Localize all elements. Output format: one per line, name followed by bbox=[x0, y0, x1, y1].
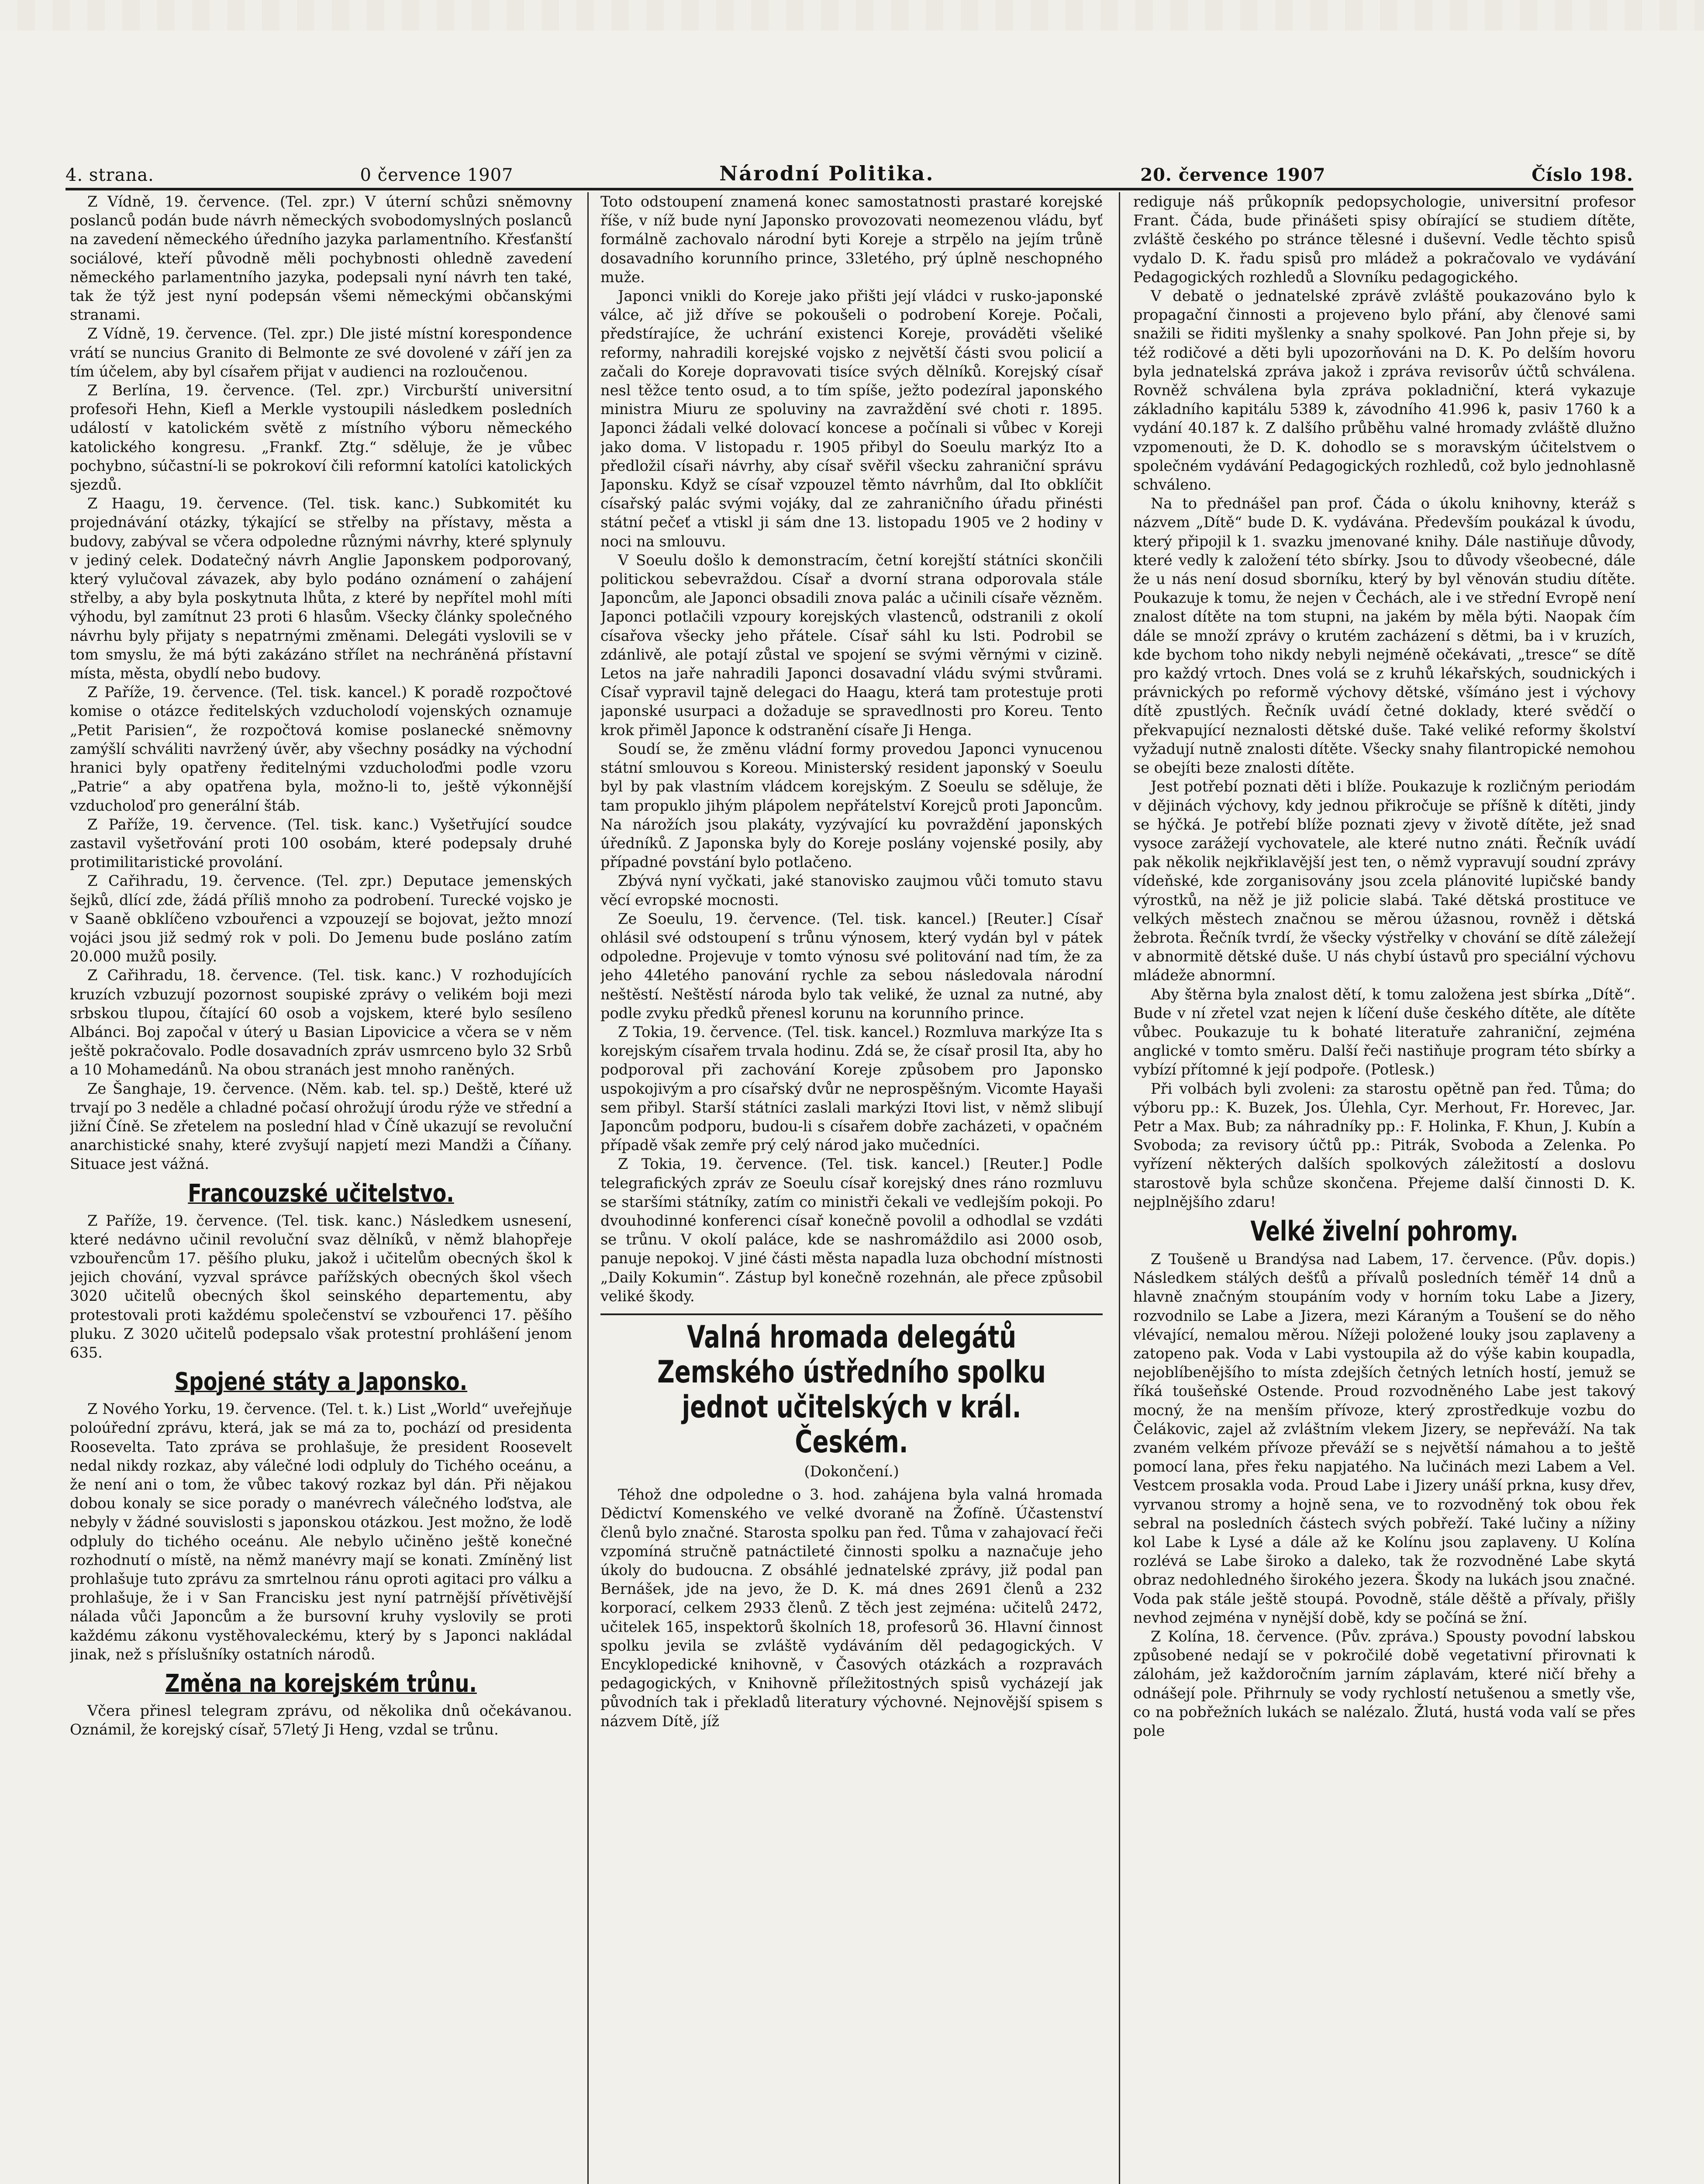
section-title: Spojené státy a Japonsko. bbox=[174, 1368, 468, 1396]
article-paragraph: Z Haagu, 19. července. (Tel. tisk. kanc.) Subkomitét ku projednávání otázky, týkající se střelby na přístavy, města a budovy, zabýval se včera odpoledne různými návrhy, které splynuly v jediný celek. Dodatečný návrh Anglie Japonskem podporovaný, který vylučoval závazek, aby bylo podáno oznámení o zahájení střelby, a aby byla poskytnuta lhůta, z které by nepřítel mohl míti výhodu, byl zamítnut 23 proti 6 hlasům. Všecky články společného návrhu byly přijaty s nepatrnými změnami. Delegáti vyslovili se v tom smyslu, že má býti zakázáno střílet na nechráněná přístavní místa, města, obydlí nebo budovy. bbox=[70, 495, 572, 682]
article-paragraph: Z Berlína, 19. července. (Tel. zpr.) Vircburští universitní profesoři Hehn, Kiefl a Merkle vystoupili následkem posledních událostí v katolickém světě z místního výboru německého katolického kongresu. „Frankf. Ztg.“ sděluje, že je vůbec pochybno, súčastní-li se pokrokoví čili reformní katolíci katolických sjezdů. bbox=[70, 382, 572, 494]
column-rule-2 bbox=[1119, 192, 1120, 2184]
article-paragraph: Zbývá nyní vyčkati, jaké stanovisko zaujmou vůči tomuto stavu věcí evropské mocnosti. bbox=[600, 872, 1103, 909]
article-paragraph: Soudí se, že změnu vládní formy provedou Japonci vynucenou státní smlouvou s Koreou. Ministerský resident japonský v Soeulu byl by pak vlastním vládcem korejským. Z Soeulu se sděluje, že tam propuklo jihým plápolem nepřátelství Korejců proti Japoncům. Na nárožích jsou plakáty, vyzývající ku povraždění japonských úředníků. Z Japonska byly do Koreje poslány vojenské posily, aby případné povstání bylo potlačeno. bbox=[600, 740, 1103, 871]
article-paragraph: Ze Šanghaje, 19. července. (Něm. kab. tel. sp.) Deště, které už trvají po 3 neděle a chladné počasí ohrožují úrodu rýže ve střední a jižní Číně. Se zřetelem na poslední hlad v Číně ukazují se revoluční anarchistické snahy, které zvyšují napjetí mezi Mandži a Číňany. Situace jest vážná. bbox=[70, 1080, 572, 1173]
article-paragraph: Z Kolína, 18. července. (Pův. zpráva.) Spousty povodní labskou způsobené nedají se v pokročilé době vegetativní přirovnati k zálohám, jež každoročním jarním záplavám, které ničí břehy a odnášejí pole. Přihrnuly se vody rychlostí netušenou a smetly vše, co na pobřežních lukách se nalézalo. Žlutá, hustá voda valí se přes pole bbox=[1133, 1628, 1635, 1740]
article-paragraph: Na to přednášel pan prof. Čáda o úkolu knihovny, kteráž s názvem „Dítě“ bude D. K. vydávána. Především poukázal k úvodu, který připojil k 1. svazku jmenované knihy. Dále nastiňuje důvody, které vedly k založení této sbírky. Jsou to důvody všeobecné, dále že u nás není dosud sborníku, který by byl věnován studiu dítěte. Poukazuje k tomu, že nejen v Čechách, ale i ve střední Evropě není znalost dítěte na tom stupni, na jakém by měla býti. Naopak čím dále se množí zprávy o krutém zacházení s dětmi, ba i v kruzích, kde bychom toho nikdy nebyli nejméně očekávati, „tresce“ se dítě pro každý vrtoch. Dnes volá se z kruhů lékařských, soudnických i právnických po reformě výchovy dětské, všímáno jest i výchovy dítě zpustlých. Řečník uvádí četné doklady, které svědčí o překvapující neznalosti dětské duše. Také veliké reformy školství vyžadují nutně znalosti dítěte. Všecky snahy filantropické nemohou se obejíti beze znalosti dítěte. bbox=[1133, 495, 1635, 777]
column-3 bbox=[1133, 192, 1635, 2184]
column-2 bbox=[600, 192, 1103, 2184]
article-paragraph: Z Toušeně u Brandýsa nad Labem, 17. července. (Pův. dopis.) Následkem stálých dešťů a přívalů posledních téměř 14 dnů a hlavně značným stoupáním vody v horním toku Labe a Jizery, rozvodnilo se Labe a Jizera, mezi Káraným a Toušení se do něho vlévající, nemalou měrou. Nížeji položené louky jsou zaplaveny a zatopeno pak. Voda v Labi vystoupila až do výše kabin koupadla, nejoblíbenějšího to místa zdejších četných letních hostí, jemuž se říká toušeňské Ostende. Proud rozvodněného Labe jest takový mocný, že na menším přívoze, který zprostředkuje vozbu do Čelákovic, zajel až zvláštním vlekem Jizery, se nepřeváží. Na tak zvaném velkém přívoze převáží se s největší námahou a to ještě pomocí lana, přes řeku napjatého. Na lučinách mezi Labem a Vel. Vestcem prosakla voda. Proud Labe i Jizery unáší prkna, kusy dřev, vyrvanou stromy a hojně sena, ve to rozvodněný tok obou řek sebral na posledních částech svých pobřeží. Také lučiny a nížiny kol Labe k Lysé a dále až ke Kolínu jsou zaplaveny. U Kolína rozlévá se Labe široko a daleko, tak že rozvodněné Labe skytá obraz nedohledného širokého jezera. Škody na lukách jsou značné. Voda pak stále ještě stoupá. Povodně, stále děště a přívaly, přišly nevhod zejména v nynější době, kdy se počíná se žní. bbox=[1133, 1250, 1635, 1626]
column-rule-1 bbox=[587, 192, 589, 2184]
article-paragraph: Z Vídně, 19. července. (Tel. zpr.) Dle jisté místní korespondence vrátí se nuncius Granito di Belmonte ze své dovolené v září jen za tím účelem, aby byl císařem přijat v audienci na rozloučenou. bbox=[70, 325, 572, 380]
issue-number: Číslo 198. bbox=[1532, 165, 1633, 185]
article-paragraph: Z Cařihradu, 19. července. (Tel. zpr.) Deputace jemenských šejků, dlící zde, žádá příliš mnoho za podrobení. Turecké vojsko je v Saaně obklíčeno vzbouřenci a vzpouzejí se bojovat, ježto mnozí vojáci jsou již sedmý rok v poli. Do Jemenu bude posláno zatím 20.000 mužů posily. bbox=[70, 872, 572, 965]
article-paragraph: Japonci vnikli do Koreje jako přišti její vládci v rusko-japonské válce, ač již dříve se pokoušeli o podrobení Koreje. Počali, předstírajíce, že uchrání existenci Koreje, prováděti všeliké reformy, nahradili korejské vojsko z největší části svou policií a začali do Koreje dopravovati tisíce svých dělníků. Korejský císař nesl těžce tento osud, a to tím spíše, ježto podezíral japonského ministra Miuru ze spoluviny na zavraždění své choti r. 1895. Japonci žádali velké dolovací koncese a počínali si vůbec v Koreji jako doma. V listopadu r. 1905 přibyl do Soeulu markýz Ito a předložil císaři návrhy, aby císař svěřil všecku zahraniční správu Japonsku. Když se císař vzpouzel těmto návrhům, dal Ito obklíčit císařský palác svými vojáky, dal ze zahraničního úřadu přinésti státní pečeť a vtiskl ji sám dne 13. listopadu 1905 ve 2 hodiny v noci na smlouvu. bbox=[600, 287, 1103, 550]
article-paragraph: rediguje náš průkopník pedopsychologie, universitní profesor Frant. Čáda, bude přinášeti spisy obírající se studiem dítěte, zvláště českého po stránce tělesné i duševní. Vedle těchto spisů vydalo D. K. řadu spisů pro mládež a pokračovalo ve vydávání Pedagogických rozhledů a Slovníku pedagogického. bbox=[1133, 193, 1635, 286]
article-paragraph: Z Tokia, 19. července. (Tel. tisk. kancel.) [Reuter.] Podle telegrafických zpráv ze Soeulu císař korejský dnes ráno rozmluvu se staršími státníky, zatím co ministři čekali ve vedlejším pokoji. Po dvouhodinné konferenci císař konečně povolil a odhodlal se vzdáti se trůnu. V okolí paláce, kde se nashromáždilo asi 2000 osob, panuje nepokoj. V jiné části města napadla luza obchodní místnosti „Daily Kokumin“. Zástup byl konečně rozehnán, ale přece způsobil veliké škody. bbox=[600, 1155, 1103, 1305]
article-paragraph: Toto odstoupení znamená konec samostatnosti prastaré korejské říše, v níž bude nyní Japonsko provozovati neomezenou vládu, byť formálně zachovalo národní byti Koreje a strpělo na jejím trůně dosavadního korunního prince, 33letého, prý úplně neschopného muže. bbox=[600, 193, 1103, 286]
headline: Velké živelní pohromy. bbox=[1250, 1215, 1518, 1247]
date-left: 0 července 1907 bbox=[360, 165, 514, 185]
article-paragraph: Z Tokia, 19. července. (Tel. tisk. kancel.) Rozmluva markýze Ita s korejským císařem trvala hodinu. Zdá se, že císař prosil Ita, aby ho podporoval při zachování Koreje způsobem pro Japonsko uspokojivým a pro císařský dvůr ne neprospěšným. Vicomte Hayaši sem přibyl. Starší státníci zaslali markýzi Itovi list, v němž slibují Japoncům podporu, budou-li s císařem dobře zacházeti, v opačném případě však zemře prý celý národ jako mučedníci. bbox=[600, 1023, 1103, 1154]
article-paragraph: Z Paříže, 19. července. (Tel. tisk. kanc.) Vyšetřující soudce zastavil vyšetřování proti 100 osobám, které podepsaly druhé protimilitaristické provolání. bbox=[70, 816, 572, 871]
header-rule bbox=[66, 188, 1633, 190]
page-number: 4. strana. bbox=[66, 165, 154, 185]
article-paragraph: Ze Soeulu, 19. července. (Tel. tisk. kancel.) [Reuter.] Císař ohlásil své odstoupení s trůnu výnosem, který vydán byl v pátek odpoledne. Projevuje v tomto výnosu své politování nad tím, že za jeho 44letého panování rychle za sebou následovala národní neštěstí. Neštěstí národa bylo tak veliké, že uznal za nutné, aby podle zvyku předků přenesl korunu na korunního prince. bbox=[600, 910, 1103, 1022]
article-paragraph: Při volbách byli zvoleni: za starostu opětně pan řed. Tůma; do výboru pp.: K. Buzek, Jos. Úlehla, Cyr. Merhout, Fr. Horevec, Jar. Petr a Max. Bub; za náhradníky pp.: F. Holinka, F. Khun, J. Kubín a Svoboda; za revisory účtů pp.: Pitrák, Svoboda a Zelenka. Po vyřízení některých dalších spolkových záležitostí a doslovu starostově byla schůze skončena. Přejeme další činnosti D. K. nejplnějšího zdaru! bbox=[1133, 1080, 1635, 1210]
section-divider bbox=[600, 1313, 1103, 1315]
article-paragraph: Jest potřebí poznati děti i blíže. Poukazuje k rozličným periodám v dějinách výchovy, kdy jednou přikročuje se příšně k dítěti, jindy se hýčká. Je potřebí blíže poznati zjevy v životě dítěte, jež snad vysoce zarážejí vychovatele, ale které nutno znáti. Řečník uvádí pak několik nejkřiklavější jest ten, o němž vypravují soudní zprávy vídeňské, kde zorganisovány jsou zcela plánovité lupičské bandy výrostků, na něž je již policie slabá. Také dětská prostituce ve velkých městech značnou se měrou úžasnou, rovněž i dětská žebrota. Řečník tvrdí, že všecky výstřelky v chování se dítě záležejí v abnormitě dětské duše. U nás chybí ústavů pro speciální výchovu mládeže abnormní. bbox=[1133, 778, 1635, 984]
masthead: Národní Politika. bbox=[719, 162, 935, 185]
section-title: Změna na korejském trůnu. bbox=[165, 1669, 477, 1698]
article-paragraph: Aby štěrna byla znalost dětí, k tomu založena jest sbírka „Dítě“. Bude v ní zřetel vzat nejen k líčení duše českého dítěte, ale dítěte vůbec. Poukazuje tu k bohaté literatuře zahraniční, zejména anglické v tomto směru. Další řeči nastiňuje program této sbírky a vybízí přítomné k její podpoře. (Potlesk.) bbox=[1133, 985, 1635, 1078]
section-title: Francouzské učitelstvo. bbox=[188, 1179, 454, 1208]
article-paragraph: Včera přinesl telegram zprávu, od několika dnů očekávanou. Oznámil, že korejský císař, 57letý Ji Heng, vzdal se trůnu. bbox=[70, 1702, 572, 1738]
article-paragraph: V debatě o jednatelské zprávě zvláště poukazováno bylo k propagační činnosti a projeveno bylo přání, aby členové sami snažili se řiditi myšlenky a snahy spolkové. Pan John přeje si, by též rodičové a děti byli upozorňováni na D. K. Po delším hovoru byla jednatelská zpráva jakož i zpráva revisorův účtů schválena. Rovněž schválena byla zpráva pokladniční, která vykazuje základního kapitálu 5389 k, závodního 41.996 k, pasiv 1760 k a vydání 40.187 k. Z dalšího průběhu valné hromady zvláště dlužno vzpomenouti, že D. K. dohodlo se s moravským účitelstvem o společném vydávání Pedagogických rozhledů, což bylo jednohlasně schváleno. bbox=[1133, 287, 1635, 494]
article-paragraph: Z Paříže, 19. července. (Tel. tisk. kancel.) K poradě rozpočtové komise o otázce ředitelských vzducholodí vojenských oznamuje „Petit Parisien“, že rozpočtová komise poslanecké sněmovny zamýšlí schváliti navržený úvěr, aby všechny posádky na východní hranici byly opatřeny ředitelnými vzducholoďmi podle vzoru „Patrie“ a aby opatřena byla, možno-li to, ještě výkonnější vzducholoď pro generální štáb. bbox=[70, 684, 572, 814]
article-paragraph: V Soeulu došlo k demonstracím, četní korejští státníci skončili politickou sebevraždou. Císař a dvorní strana odporovala stále Japoncům, ale Japonci obsadili znova palác a učinili císaře vězněm. Japonci potlačili vzpoury korejských vlastenců, odstranili z okolí císařova všecky jeho přátele. Císař sáhl ku lsti. Podrobil se zdánlivě, ale potají zůstal ve spojení se svými věrnými v cizině. Letos na jaře nahradili Japonci dosavadní vládu svými stvůrami. Císař vypravil tajně delegaci do Haagu, která tam protestuje proti japonské usurpaci a dožaduje se spravedlnosti pro Koreu. Tento krok přiměl Japonce k odstranění císaře Ji Henga. bbox=[600, 551, 1103, 739]
headline: Valná hromada delegátů Zemského ústředního spolku jednot učitelských v král. Českém. bbox=[657, 1319, 1046, 1460]
date-right: 20. července 1907 bbox=[1140, 165, 1326, 185]
article-paragraph: Z Paříže, 19. července. (Tel. tisk. kanc.) Následkem usnesení, které nedávno učinil revoluční svaz dělníků, v němž blahopřeje vzbouřencům 17. pěšího pluku, jakož i učitelům obecných škol k jejich chování, vyzval správce pařížských obecných škol všech 3020 učitelů obecných škol seinského departementu, aby protestovali proti každému společenství se vzbouřenci 17. pěšího pluku. Z 3020 učitelů podepsalo však protestní prohlášení jenom 635. bbox=[70, 1212, 572, 1361]
article-paragraph: Z Nového Yorku, 19. července. (Tel. t. k.) List „World“ uveřejňuje poloúřední zprávu, která, jak se má za to, pochází od presidenta Roosevelta. Tato zpráva se prohlašuje, že president Roosevelt nedal nikdy rozkaz, aby válečné lodi odpluly do Tichého oceánu, a že není ani o tom, že vůbec takový rozkaz byl dán. Při nějakou dobou konaly se sice porady o manévrech válečného loďstva, ale nebyly v žádné souvislosti s japonskou otázkou. Jest možno, že lodě odpluly do tichého oceánu. Ale nebylo učiněno ještě konečné rozhodnutí o místě, na němž manévry mají se konati. Zmíněný list prohlašuje tuto zprávu za smrtelnou ránu oproti agitaci pro válku a prohlašuje, že i v San Francisku jest nyní patrnější přívětivější nálada vůči Japoncům a že bursovní kruhy vyslovily se proti každému zákonu vystěhovaleckému, který by s Japonci nakládal jinak, než s příslušníky ostatních národů. bbox=[70, 1400, 572, 1663]
article-paragraph: Z Cařihradu, 18. července. (Tel. tisk. kanc.) V rozhodujících kruzích vzbuzují pozornost soupiské zprávy o velikém boji mezi srbskou tlupou, čítající 60 osob a vojskem, které bylo sesíleno Albánci. Boj započal v úterý u Basian Lipovicice a včera se v něm ještě pokračovalo. Podle dosavadních zpráv usmrceno bylo 32 Srbů a 10 Mohamedánů. Na obou stranách jest mnoho raněných. bbox=[70, 967, 572, 1078]
article-paragraph: Z Vídně, 19. července. (Tel. zpr.) V úterní schůzi sněmovny poslanců podán bude návrh německých svobodomyslných poslanců na zavedení německého úředního jazyka parlamentního. Křesťanští sociálové, kteří původně měli pochybnosti ohledně zavedení německého parlamentního jazyka, podepsali nyní návrh ten také, tak že týž jest nyní podepsán všemi německými občanskými stranami. bbox=[70, 193, 572, 324]
headline-subtitle: (Dokončení.) bbox=[804, 1462, 899, 1480]
column-1 bbox=[70, 192, 572, 2184]
paper-edge bbox=[0, 0, 1704, 31]
article-paragraph: Téhož dne odpoledne o 3. hod. zahájena byla valná hromada Dědictví Komenského ve velké dvoraně na Žofíně. Účastenství členů bylo značné. Starosta spolku pan řed. Tůma v zahajovací řeči vzpomíná stručně patnáctileté činnosti spolku a naznačuje jeho úkoly do budoucna. Z obsáhlé jednatelské zprávy, již podal pan Bernášek, jde na jevo, že D. K. má dnes 2691 členů a 232 korporací, celkem 2933 členů. Z těch jest zejména: učitelů 2472, učitelek 165, inspektorů školních 18, profesorů 36. Hlavní činnost spolku jevila se zvláště vydáváním děl pedagogických. V Encyklopedické knihovně, v Časových otázkách a rozpravách pedagogických, v Knihovně příležitostných spisů vycházejí jak původních tak i překladů literatury výchovné. Nejnovější spisem s názvem Dítě, jíž bbox=[600, 1486, 1103, 1730]
page-header bbox=[66, 157, 1633, 185]
